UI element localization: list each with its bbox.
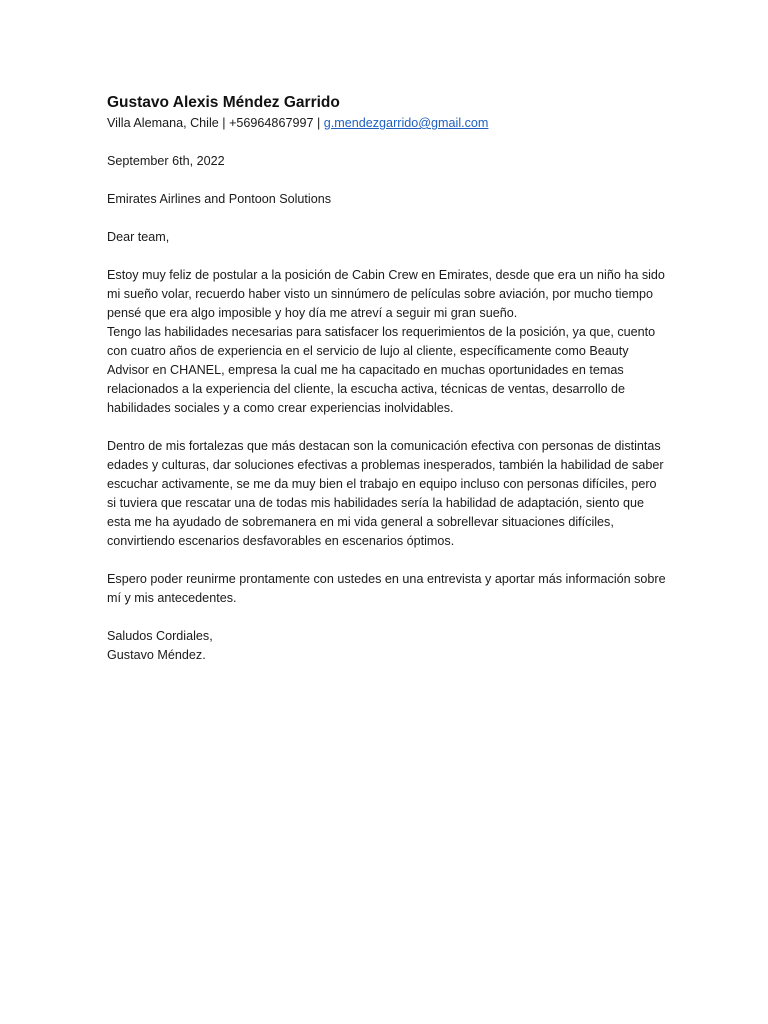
body-paragraph-1: Estoy muy feliz de postular a la posición de Cabin Crew en Emirates, desde que era un niño ha sido mi sueño volar, recuerdo haber visto un sinnúmero de películas sobre aviación, por mucho tiempo pensé que era algo imposible y hoy día me atreví a seguir mi gran sueño. <box>107 268 665 320</box>
sender-phone: +56964867997 <box>229 116 314 130</box>
contact-separator: | <box>316 116 321 130</box>
spacer <box>107 418 667 437</box>
spacer <box>107 608 667 627</box>
sender-contact <box>107 114 667 133</box>
contact-separator: | <box>222 116 226 130</box>
spacer <box>107 551 667 570</box>
cover-letter <box>107 92 667 665</box>
sender-name: Gustavo Alexis Méndez Garrido <box>107 94 340 111</box>
sender-email-link[interactable]: g.mendezgarrido@gmail.com <box>323 116 489 130</box>
spacer <box>107 171 667 190</box>
greeting: Dear team, <box>107 230 170 244</box>
sender-location: Villa Alemana, Chile <box>107 116 219 130</box>
closing-salutation: Saludos Cordiales, <box>107 629 213 643</box>
body-paragraph-2: Tengo las habilidades necesarias para satisfacer los requerimientos de la posición, ya que, cuento con cuatro años de experiencia en el servicio de lujo al cliente, específicamente como Beauty Advisor en CHANEL, empresa la cual me ha capacitado en muchas oportunidades en temas relacionados a la experiencia del cliente, la escucha activa, técnicas de ventas, desarrollo de habilidades sociales y a como crear experiencias inolvidables. <box>107 325 656 415</box>
recipient: Emirates Airlines and Pontoon Solutions <box>107 192 332 206</box>
closing-block <box>107 627 667 665</box>
body-paragraph-4: Espero poder reunirme prontamente con ustedes en una entrevista y aportar más información sobre mí y mis antecedentes. <box>107 572 666 605</box>
spacer <box>107 209 667 228</box>
spacer <box>107 133 667 152</box>
body-paragraph-3: Dentro de mis fortalezas que más destacan son la comunicación efectiva con personas de distintas edades y culturas, dar soluciones efectivas a problemas inesperados, también la habilidad de saber escuchar activamente, se me da muy bien el trabajo en equipo incluso con personas difíciles, pero si tuviera que rescatar una de todas mis habilidades sería la habilidad de adaptación, siento que esta me ha ayudado de sobremanera en mi vida general a sobrellevar situaciones difíciles, convirtiendo escenarios desfavorables en escenarios óptimos. <box>107 439 664 548</box>
spacer <box>107 247 667 266</box>
signature-name: Gustavo Méndez. <box>107 648 206 662</box>
letter-date: September 6th, 2022 <box>107 154 225 168</box>
